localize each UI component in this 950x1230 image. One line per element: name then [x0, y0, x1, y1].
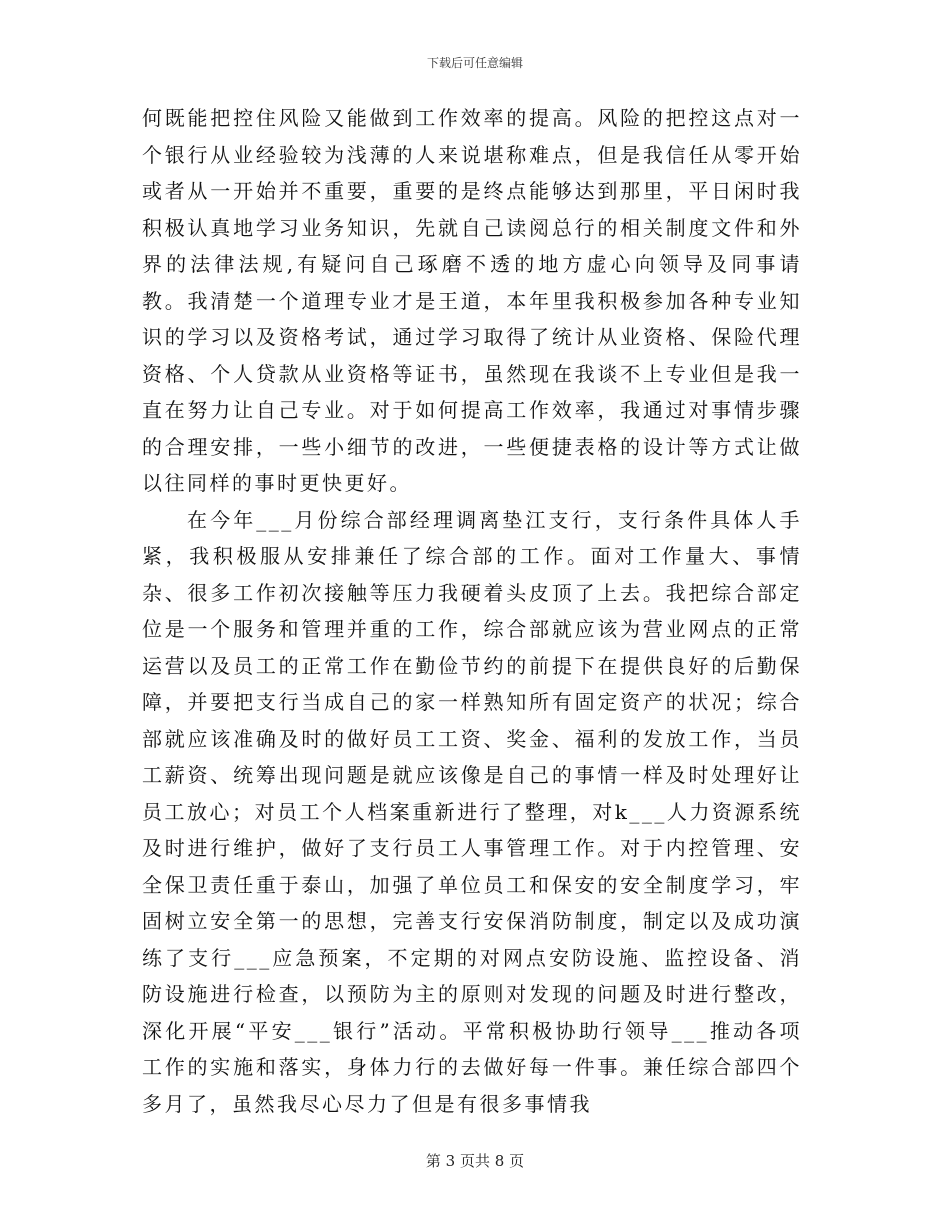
document-body: [142, 100, 802, 1122]
page-header: 下载后可任意编辑: [426, 56, 523, 70]
page-number: 第 3 页共 8 页: [425, 1152, 525, 1170]
paragraph-1: 何既能把控住风险又能做到工作效率的提高。风险的把控这点对一个银行从业经验较为浅薄的人来说堪称难点，但是我信任从零开始或者从一开始并不重要，重要的是终点能够达到那里，平日闲时我积极认真地学习业务知识，先就自己读阅总行的相关制度文件和外界的法律法规,有疑问自己琢磨不透的地方虚心向领导及同事请教。我清楚一个道理专业才是王道，本年里我积极参加各种专业知识的学习以及资格考试，通过学习取得了统计从业资格、保险代理资格、个人贷款从业资格等证书，虽然现在我谈不上专业但是我一直在努力让自己专业。对于如何提高工作效率，我通过对事情步骤的合理安排，一些小细节的改进，一些便捷表格的设计等方式让做以往同样的事时更快更好。: [142, 106, 802, 495]
paragraph-2: 在今年___月份综合部经理调离垫江支行，支行条件具体人手紧，我积极服从安排兼任了综合部的工作。面对工作量大、事情杂、很多工作初次接触等压力我硬着头皮顶了上去。我把综合部定位是一个服务和管理并重的工作，综合部就应该为营业网点的正常运营以及员工的正常工作在勤俭节约的前提下在提供良好的后勤保障，并要把支行当成自己的家一样熟知所有固定资产的状况；综合部就应该准确及时的做好员工工资、奖金、福利的发放工作，当员工薪资、统筹出现问题是就应该像是自己的事情一样及时处理好让员工放心；对员工个人档案重新进行了整理，对k___人力资源系统及时进行维护，做好了支行员工人事管理工作。对于内控管理、安全保卫责任重于泰山，加强了单位员工和保安的安全制度学习，牢固树立安全第一的思想，完善支行安保消防制度，制定以及成功演练了支行___应急预案，不定期的对网点安防设施、监控设备、消防设施进行检查，以预防为主的原则对发现的问题及时进行整改，深化开展“平安___银行”活动。平常积极协助行领导___推动各项工作的实施和落实，身体力行的去做好每一件事。兼任综合部四个多月了，虽然我尽心尽力了但是有很多事情我: [142, 507, 802, 1116]
